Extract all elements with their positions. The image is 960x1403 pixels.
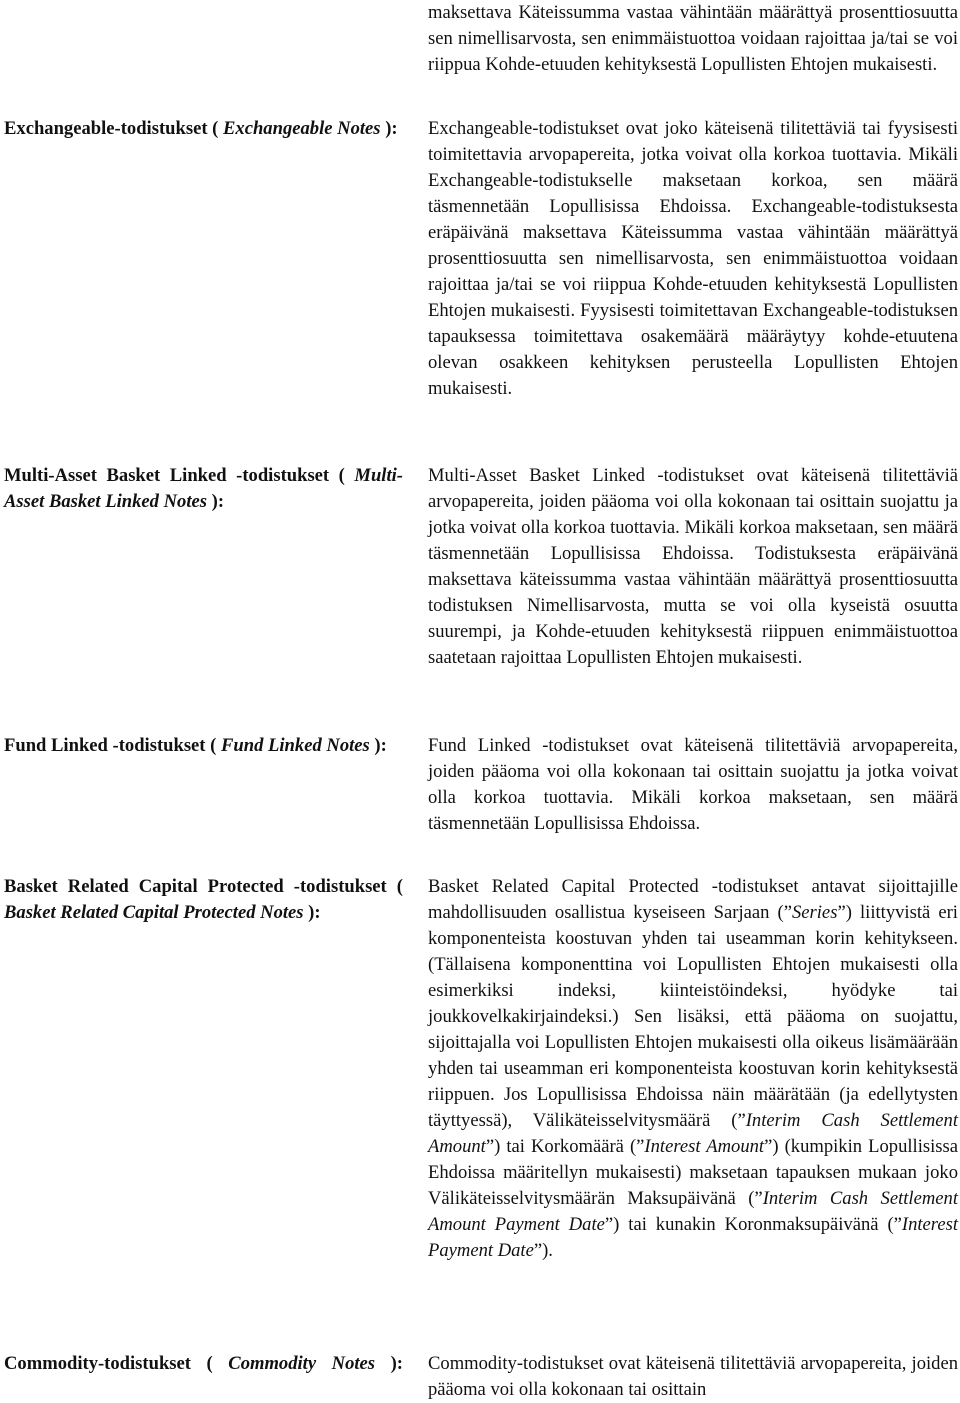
- term-text: Exchangeable-todistukset (: [4, 118, 224, 139]
- term-heading: [4, 116, 403, 142]
- definition-english-term: Interim Cash Settlement Amount: [428, 1110, 958, 1157]
- definition-segment: ”) tai Korkomäärä (”: [485, 1136, 645, 1157]
- term-english: Commodity Notes: [228, 1353, 376, 1374]
- definition-text: Commodity-todistukset ovat käteisenä tilitettäviä arvopapereita, joiden pääoma voi olla kokonaan tai osittain: [428, 1353, 958, 1400]
- definition-text: [428, 874, 958, 1264]
- definition-english-term: Interest Payment Date: [428, 1214, 958, 1261]
- definition-text: Fund Linked -todistukset ovat käteisenä tilitettäviä arvopapereita, joiden pääoma voi olla kokonaan tai osittain suojattu ja jotka voivat olla korkoa tuottavia. Mikäli korkoa maksetaan, sen määrä täsmennetään Lopullisissa Ehdoissa.: [428, 735, 958, 834]
- term-english: Exchangeable Notes: [223, 118, 381, 139]
- definition-english-term: Interest Amount: [644, 1136, 765, 1157]
- term-text: Multi-Asset Basket Linked -todistukset (: [4, 465, 355, 486]
- definition-segment: ”) liittyvistä eri komponenteista koostuvan yhden tai useamman korin kehitykseen. (Tällaisena komponenttina voi Lopullisten Ehtojen mukaisesti olla esimerkiksi indeksi, kiinteistöindeksi, hyödyke tai joukkovelkakirjaindeksi.) Sen lisäksi, että pääoma on suojattu, sijoittajalla voi Lopullisten Ehtojen mukaisesti olla oikeus lisämäärään yhden tai useamman eri komponenteista koostuvan korin kehityksestä riippuen. Jos Lopullisissa Ehdoissa näin määrätään (ja edellytysten täyttyessä), Välikäteisselvitysmäärä (”: [428, 902, 958, 1131]
- term-text: Commodity-todistukset (: [4, 1353, 229, 1374]
- term-heading: [4, 733, 403, 759]
- definition-segment: ”) tai kunakin Koronmaksupäivänä (”: [604, 1214, 902, 1235]
- term-heading: [4, 874, 403, 926]
- term-suffix: ):: [303, 902, 321, 923]
- definition-segment: ”).: [533, 1240, 553, 1261]
- definition-text: Multi-Asset Basket Linked -todistukset ovat käteisenä tilitettäviä arvopapereita, joiden pääoma voi olla kokonaan tai osittain suojattu ja jotka voivat olla korkoa tuottavia. Mikäli korkoa maksetaan, sen määrä täsmennetään Lopullisissa Ehdoissa. Todistuksesta eräpäivänä maksettava käteissumma vastaa vähintään määrättyä prosenttiosuutta todistuksen Nimellisarvosta, mutta se voi olla kyseistä osuutta suurempi, ja Kohde-etuuden kehityksestä riippuen enimmäistuottoa saatetaan rajoittaa Lopullisten Ehtojen mukaisesti.: [428, 465, 958, 668]
- term-english: Fund Linked Notes: [221, 735, 370, 756]
- definition-segment: ”) (kumpikin Lopullisissa Ehdoissa määritellyn mukaisesti) maksetaan tapauksen mukaan joko Välikäteisselvitysmäärän Maksupäivänä (”: [428, 1136, 958, 1209]
- term-suffix: ):: [206, 491, 225, 512]
- definition-english-term: Interim Cash Settlement Amount Payment Date: [428, 1188, 958, 1235]
- term-suffix: ):: [380, 118, 398, 139]
- term-text: Basket Related Capital Protected -todistukset (: [4, 876, 403, 897]
- term-english: Multi-Asset Basket Linked Notes: [4, 465, 403, 512]
- definition-text: Exchangeable-todistukset ovat joko käteisenä tilitettäviä tai fyysisesti toimitettavia arvopapereita, jotka voivat olla korkoa tuottavia. Mikäli Exchangeable-todistukselle maksetaan korkoa, sen määrä täsmennetään Lopullisissa Ehdoissa. Exchangeable-todistuksesta eräpäivänä maksettava Käteissumma vastaa vähintään määrättyä prosenttiosuutta sen nimellisarvosta, sen enimmäistuottoa voidaan rajoittaa ja/tai se voi riippua Kohde-etuuden kehityksestä Lopullisten Ehtojen mukaisesti. Fyysisesti toimitettavan Exchangeable-todistuksen tapauksessa toimitettava osakemäärä määräytyy kohde-etuutena olevan osakkeen kehityksen perusteella Lopullisten Ehtojen mukaisesti.: [428, 118, 958, 399]
- definition-text: maksettava Käteissumma vastaa vähintään määrättyä prosenttiosuutta sen nimellisarvosta, sen enimmäistuottoa voidaan rajoittaa ja/tai se voi riippua Kohde-etuuden kehityksestä Lopullisten Ehtojen mukaisesti.: [428, 2, 958, 75]
- term-english: Basket Related Capital Protected Notes: [4, 902, 304, 923]
- definition-english-term: Series: [791, 902, 838, 923]
- definition-segment: Basket Related Capital Protected -todistukset antavat sijoittajille mahdollisuuden osallistua kyseiseen Sarjaan (”: [428, 876, 958, 923]
- term-text: Fund Linked -todistukset (: [4, 735, 221, 756]
- term-heading: [4, 1351, 403, 1377]
- term-suffix: ):: [375, 1353, 403, 1374]
- term-suffix: ):: [369, 735, 387, 756]
- term-heading: [4, 463, 403, 515]
